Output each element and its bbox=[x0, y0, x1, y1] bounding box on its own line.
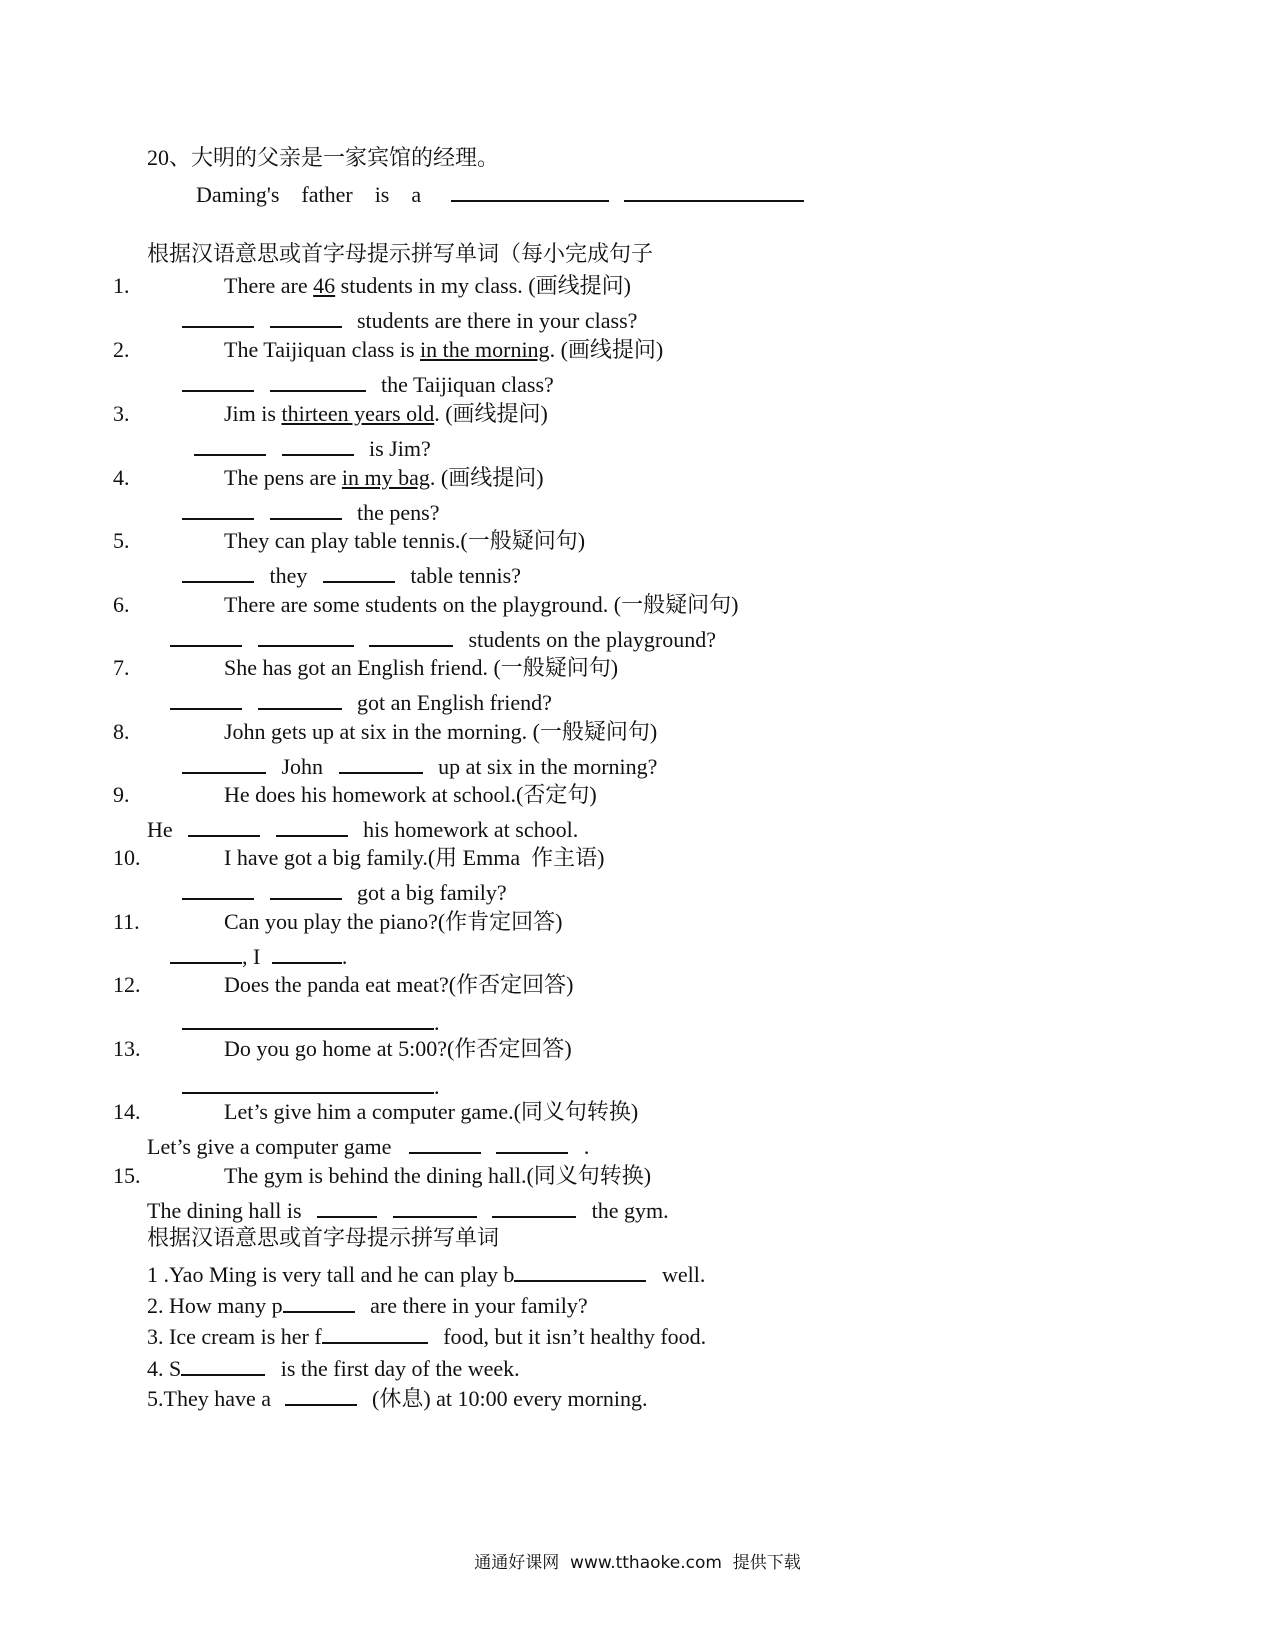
question-text: Can you play the piano?(作肯定回答) bbox=[224, 909, 563, 934]
answer-text: . bbox=[434, 1010, 440, 1035]
answer-line-1 bbox=[182, 306, 637, 335]
answer-line-2 bbox=[182, 370, 554, 399]
answer-text: Let’s give a computer game bbox=[147, 1134, 392, 1159]
answer-text: . bbox=[341, 944, 348, 969]
question-text: The Taijiquan class is in the morning. (画线提问) bbox=[224, 337, 664, 362]
answer-blank[interactable] bbox=[182, 306, 254, 328]
answer-line-11 bbox=[170, 942, 347, 971]
answer-blank[interactable] bbox=[285, 1384, 357, 1406]
question-text: Jim is thirteen years old. (画线提问) bbox=[224, 401, 548, 426]
footer-credit: 通通好课网 www.tthaoke.com 提供下载 bbox=[474, 1553, 801, 1573]
question-number: 9. bbox=[113, 782, 130, 807]
answer-blank[interactable] bbox=[496, 1132, 568, 1154]
question-number: 15. bbox=[113, 1163, 141, 1188]
answer-line-12 bbox=[182, 1008, 440, 1037]
question-text: John gets up at six in the morning. (一般疑问句) bbox=[224, 719, 658, 744]
answer-text: got a big family? bbox=[357, 880, 507, 905]
answer-line-9 bbox=[147, 815, 578, 844]
answer-blank[interactable] bbox=[272, 942, 342, 964]
answer-text: students are there in your class? bbox=[357, 308, 638, 333]
answer-blank[interactable] bbox=[451, 180, 609, 202]
section-title-sentences: 根据汉语意思或首字母提示拼写单词（每小完成句子 bbox=[147, 241, 654, 266]
answer-blank[interactable] bbox=[182, 561, 254, 583]
answer-text: got an English friend? bbox=[357, 690, 552, 715]
question-number: 4. bbox=[113, 465, 130, 490]
question-number: 12. bbox=[113, 972, 141, 997]
answer-blank[interactable] bbox=[270, 498, 342, 520]
answer-blank[interactable] bbox=[317, 1196, 377, 1218]
answer-blank[interactable] bbox=[182, 752, 266, 774]
item-20-chinese: 20、大明的父亲是一家宾馆的经理。 bbox=[147, 145, 500, 170]
answer-text: the Taijiquan class? bbox=[381, 372, 554, 397]
question-text: They can play table tennis.(一般疑问句) bbox=[224, 528, 586, 553]
answer-text: . bbox=[434, 1074, 440, 1099]
answer-blank[interactable] bbox=[492, 1196, 576, 1218]
question-number: 8. bbox=[113, 719, 130, 744]
answer-blank[interactable] bbox=[170, 688, 242, 710]
answer-blank[interactable] bbox=[182, 370, 254, 392]
answer-text: the pens? bbox=[357, 500, 440, 525]
question-text: Do you go home at 5:00?(作否定回答) bbox=[224, 1036, 572, 1061]
question-text: Let’s give him a computer game.(同义句转换) bbox=[224, 1099, 639, 1124]
spelling-item-4: 4. S is the first day of the week. bbox=[147, 1356, 520, 1381]
question-number: 13. bbox=[113, 1036, 141, 1061]
answer-line-6 bbox=[170, 625, 716, 654]
spelling-item-1: 1 .Yao Ming is very tall and he can play b well. bbox=[147, 1262, 706, 1287]
answer-line-7 bbox=[170, 688, 552, 717]
question-number: 11. bbox=[113, 909, 140, 934]
question-number: 3. bbox=[113, 401, 130, 426]
question-number: 1. bbox=[113, 273, 130, 298]
answer-line-5 bbox=[182, 561, 521, 590]
question-number: 14. bbox=[113, 1099, 141, 1124]
answer-blank[interactable] bbox=[182, 878, 254, 900]
spelling-item-2: 2. How many p are there in your family? bbox=[147, 1293, 588, 1318]
answer-line-13 bbox=[182, 1072, 440, 1101]
answer-text: students on the playground? bbox=[468, 627, 716, 652]
answer-text: . bbox=[583, 1134, 590, 1159]
spelling-item-5: 5.They have a (休息) at 10:00 every morning. bbox=[147, 1386, 648, 1411]
answer-text: they bbox=[269, 563, 308, 588]
answer-text: John bbox=[281, 754, 324, 779]
answer-blank[interactable] bbox=[393, 1196, 477, 1218]
answer-blank[interactable] bbox=[282, 434, 354, 456]
item-20-english bbox=[196, 180, 804, 209]
question-text: The pens are in my bag. (画线提问) bbox=[224, 465, 544, 490]
answer-blank[interactable] bbox=[181, 1354, 265, 1376]
answer-line-4 bbox=[182, 498, 439, 527]
answer-blank[interactable] bbox=[188, 815, 260, 837]
question-text: I have got a big family.(用 Emma 作主语) bbox=[224, 845, 605, 870]
question-text: There are some students on the playground. (一般疑问句) bbox=[224, 592, 739, 617]
answer-blank[interactable] bbox=[170, 625, 242, 647]
answer-text: the gym. bbox=[591, 1198, 669, 1223]
answer-line-15 bbox=[147, 1196, 669, 1225]
answer-text: The dining hall is bbox=[147, 1198, 302, 1223]
answer-blank[interactable] bbox=[270, 306, 342, 328]
answer-blank[interactable] bbox=[276, 815, 348, 837]
answer-blank[interactable] bbox=[369, 625, 453, 647]
question-number: 6. bbox=[113, 592, 130, 617]
answer-blank[interactable] bbox=[182, 1008, 434, 1030]
section-title-spelling: 根据汉语意思或首字母提示拼写单词 bbox=[147, 1225, 500, 1250]
question-number: 2. bbox=[113, 337, 130, 362]
spelling-item-3: 3. Ice cream is her f food, but it isn’t healthy food. bbox=[147, 1324, 707, 1349]
question-text: There are 46 students in my class. (画线提问) bbox=[224, 273, 631, 298]
answer-line-8 bbox=[182, 752, 657, 781]
answer-text: table tennis? bbox=[410, 563, 521, 588]
answer-blank[interactable] bbox=[182, 1072, 434, 1094]
answer-text: up at six in the morning? bbox=[438, 754, 658, 779]
answer-text: his homework at school. bbox=[363, 817, 579, 842]
answer-blank[interactable] bbox=[258, 688, 342, 710]
answer-blank[interactable] bbox=[194, 434, 266, 456]
answer-blank[interactable] bbox=[624, 180, 804, 202]
answer-blank[interactable] bbox=[170, 942, 242, 964]
answer-text: is Jim? bbox=[369, 436, 431, 461]
answer-line-10 bbox=[182, 878, 507, 907]
question-number: 7. bbox=[113, 655, 130, 680]
answer-blank[interactable] bbox=[283, 1291, 355, 1313]
answer-line-14 bbox=[147, 1132, 589, 1161]
answer-blank[interactable] bbox=[182, 498, 254, 520]
question-text: She has got an English friend. (一般疑问句) bbox=[224, 655, 619, 680]
answer-blank[interactable] bbox=[322, 1322, 428, 1344]
answer-blank[interactable] bbox=[409, 1132, 481, 1154]
question-number: 10. bbox=[113, 845, 141, 870]
answer-blank[interactable] bbox=[270, 878, 342, 900]
question-text: The gym is behind the dining hall.(同义句转换) bbox=[224, 1163, 652, 1188]
answer-blank[interactable] bbox=[323, 561, 395, 583]
question-text: Does the panda eat meat?(作否定回答) bbox=[224, 972, 574, 997]
answer-text: He bbox=[147, 817, 173, 842]
question-text: He does his homework at school.(否定句) bbox=[224, 782, 597, 807]
answer-text: , I bbox=[242, 944, 261, 969]
answer-blank[interactable] bbox=[270, 370, 366, 392]
item-20-text: Daming's father is a bbox=[196, 182, 422, 207]
answer-blank[interactable] bbox=[258, 625, 354, 647]
answer-blank[interactable] bbox=[514, 1260, 646, 1282]
answer-blank[interactable] bbox=[339, 752, 423, 774]
answer-line-3 bbox=[194, 434, 431, 463]
question-number: 5. bbox=[113, 528, 130, 553]
